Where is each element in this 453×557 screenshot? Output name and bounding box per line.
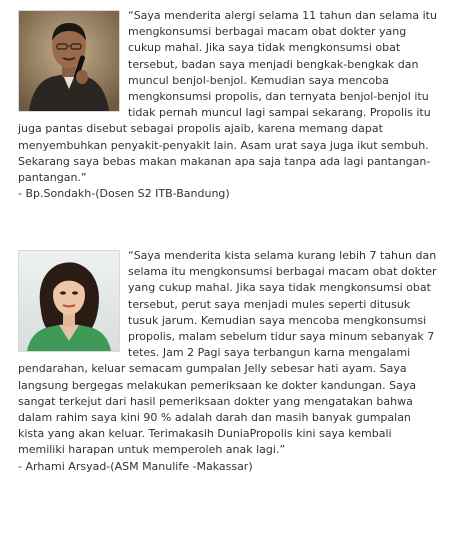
testimonial-author: - Arhami Arsyad-(ASM Manulife -Makassar) [18, 459, 253, 473]
testimonial-quote: “Saya menderita alergi selama 11 tahun dan selama itu mengkonsumsi berbagai macam obat dokter yang cukup mahal. Jika saya tidak mengkonsumsi obat tersebut, badan saya menjadi bengkak-bengkak dan muncul benjol-benjol. Kemudian saya mencoba mengkonsumsi propolis, dan ternyata benjol-benjol itu tidak pernah muncul lagi sampai sekarang. Propolis itu juga pantas disebut sebagai propolis ajaib, karena memang dapat menyembuhkan penyakit-penyakit lain. Asam urat saya juga ikut sembuh. Sekarang saya bebas makan makanan apa saja tanpa ada lagi pantangan-pantangan.” [18, 9, 437, 185]
man-with-microphone-photo [18, 10, 120, 112]
testimonial-author: - Bp.Sondakh-(Dosen S2 ITB-Bandung) [18, 187, 230, 201]
testimonial-sondakh [18, 8, 440, 202]
woman-portrait-photo [18, 250, 120, 352]
testimonial-arhami [18, 248, 440, 475]
testimonial-quote: “Saya menderita kista selama kurang lebih 7 tahun dan selama itu mengkonsumsi berbagai macam obat dokter yang cukup mahal. Jika saya tidak mengkonsumsi obat tersebut, perut saya menjadi mules seperti ditusuk tusuk jarum. Kemudian saya mencoba mengkonsumsi propolis, malam sebelum tidur saya minum sebanyak 7 tetes. Jam 2 Pagi saya terbangun karna mengalami pendarahan, keluar semacam gumpalan Jelly sebesar hati ayam. Saya langsung bergegas melakukan pemeriksaan ke dokter kandungan. Saya sangat terkejut dari hasil pemeriksaan dokter yang mengatakan bahwa dalam rahim saya kini 90 % adalah darah dan masih banyak gumpalan kista yang akan keluar. Terimakasih DuniaPropolis kini saya kembali memiliki harapan untuk memperoleh anak lagi.” [18, 249, 437, 457]
